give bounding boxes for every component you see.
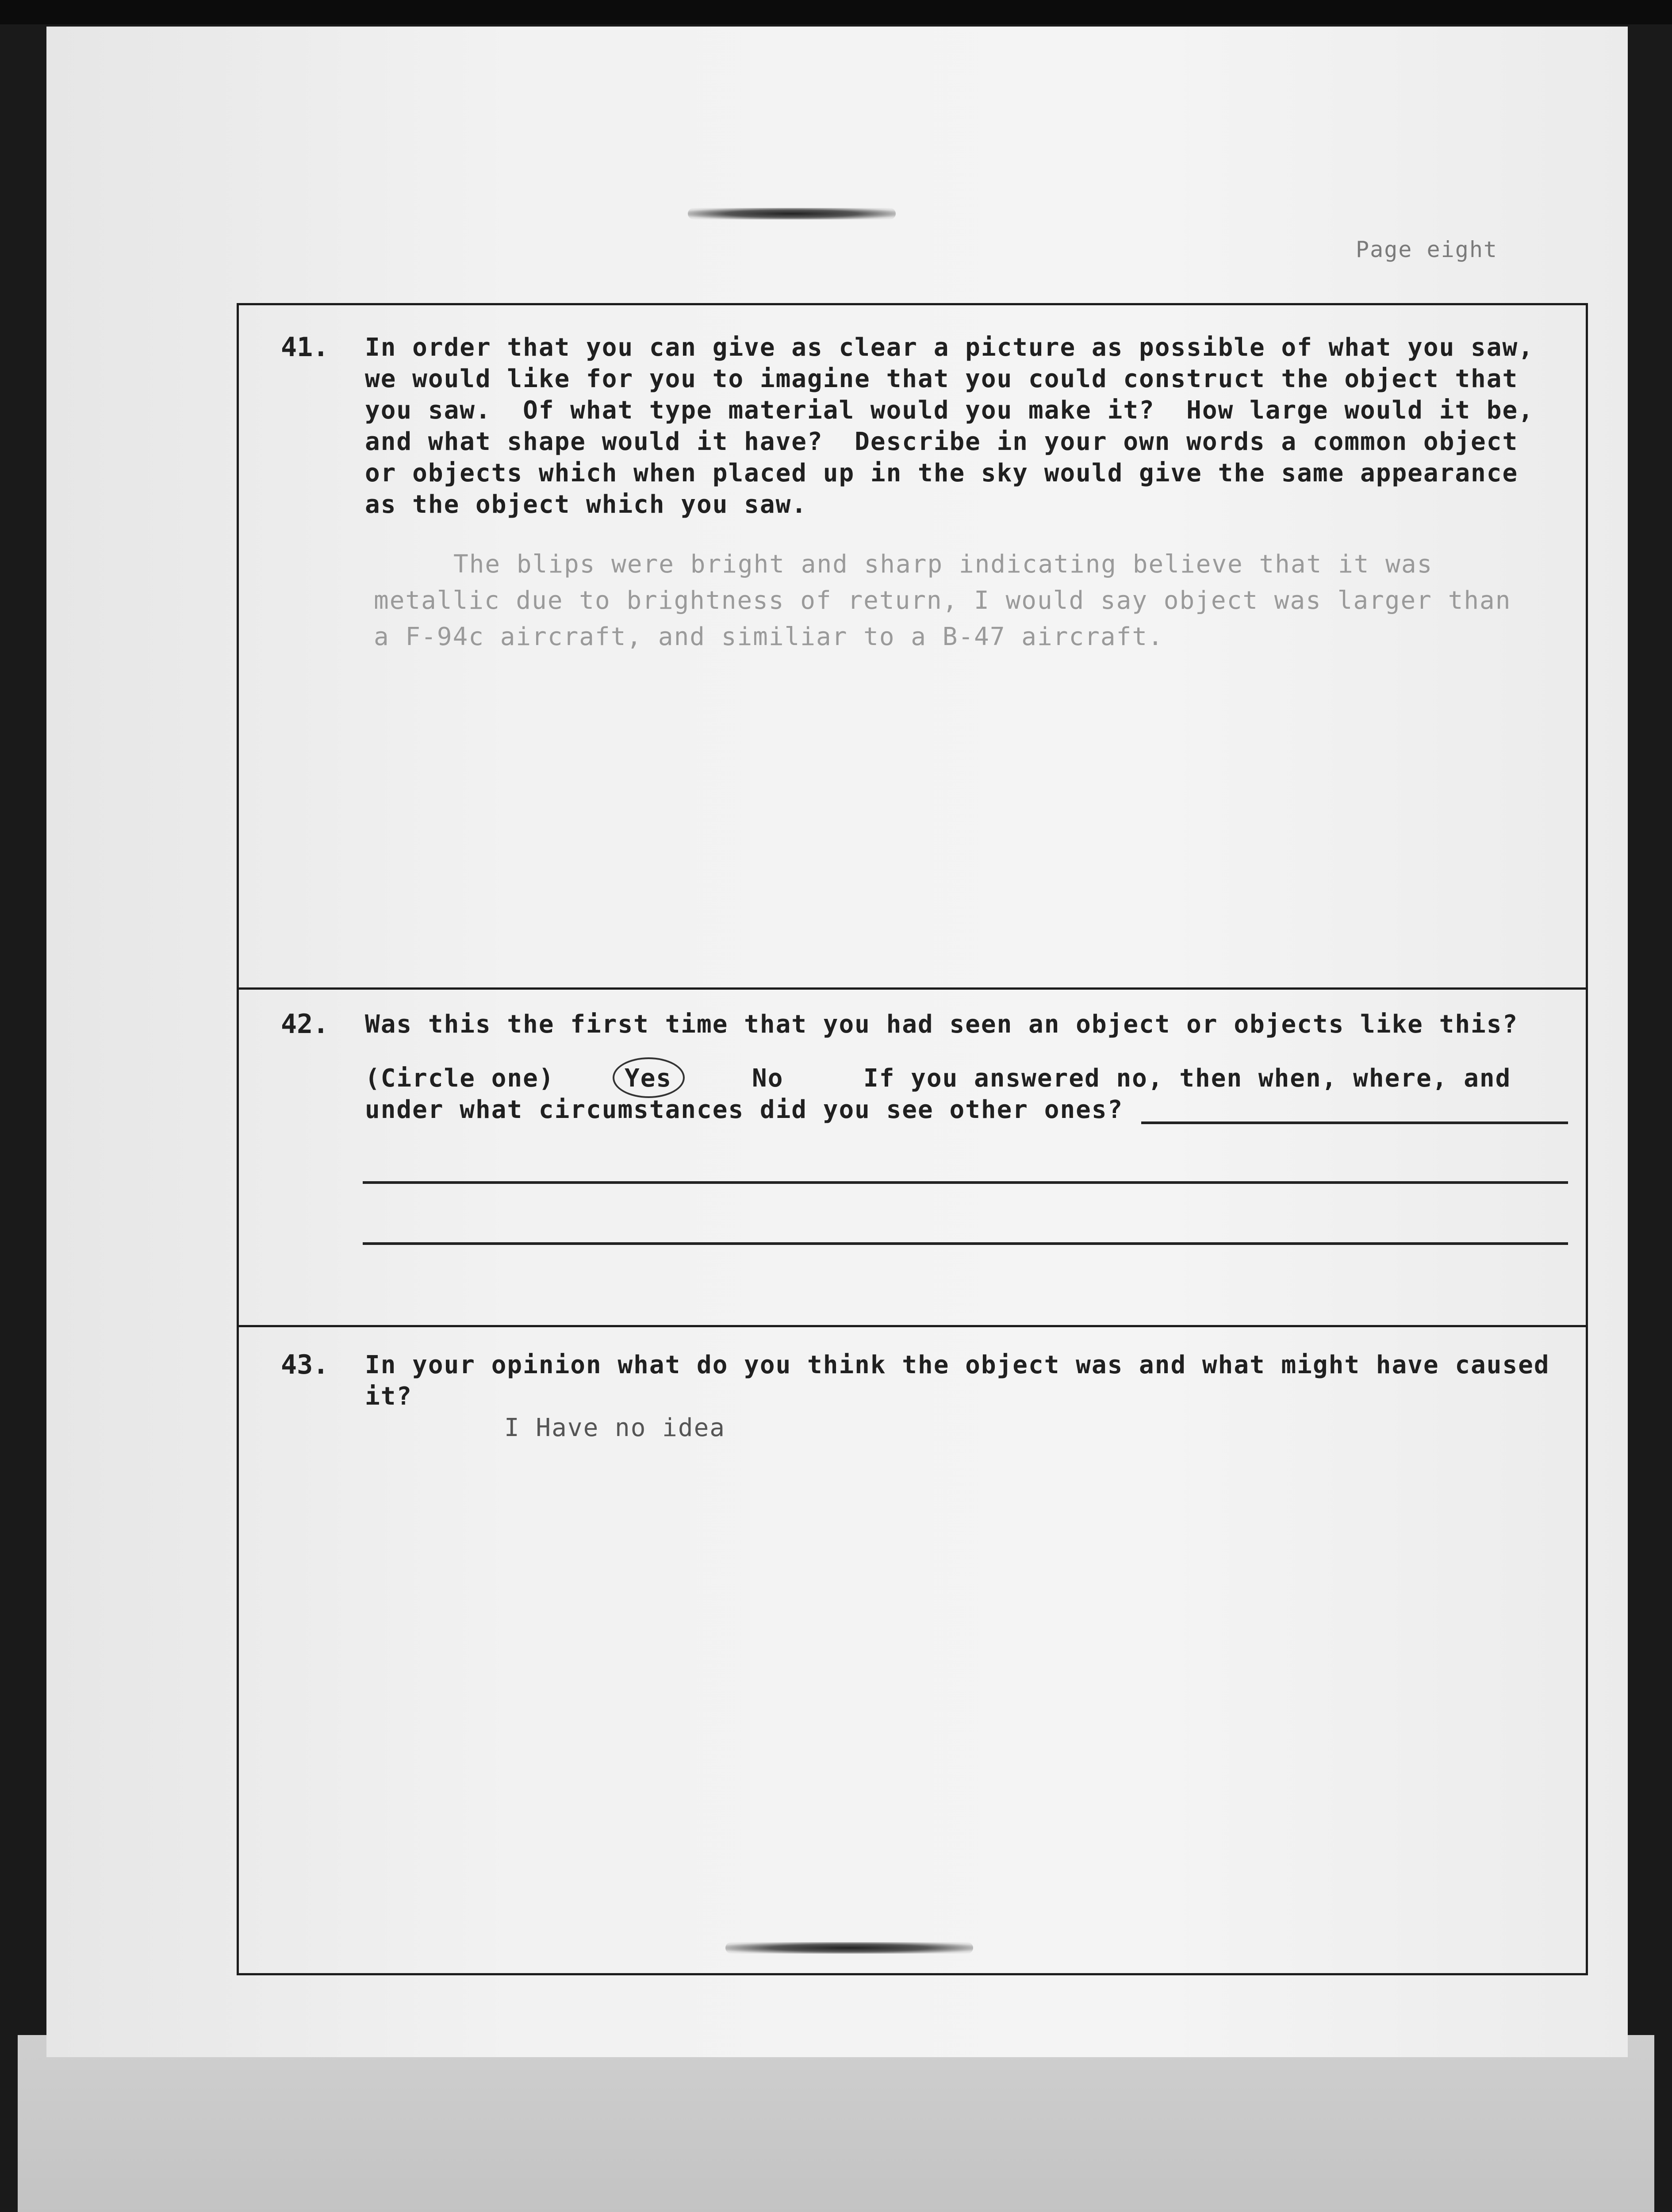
q43-number: 43. (281, 1349, 329, 1380)
q41-q42-divider (239, 987, 1586, 990)
document-page (46, 27, 1628, 2057)
q42-option-yes[interactable]: Yes (625, 1064, 672, 1093)
q41-line-4: and what shape would it have? Describe in your own words a common object (365, 427, 1519, 456)
page-number: Page eight (1356, 237, 1498, 262)
q42-option-no[interactable]: No (752, 1064, 784, 1093)
yes-selection-circle (613, 1057, 685, 1098)
q42-followup-1: If you answered no, then when, where, and (863, 1064, 1511, 1093)
q41-answer-line-1: The blips were bright and sharp indicating believe that it was (453, 550, 1433, 579)
q42-question: Was this the first time that you had seen an object or objects like this? (365, 1010, 1519, 1039)
bottom-redaction-mark (725, 1942, 973, 1954)
top-redaction-mark (688, 208, 896, 219)
questionnaire-frame (237, 303, 1588, 1975)
scan-top-edge (0, 0, 1672, 24)
q42-q43-divider (239, 1325, 1586, 1327)
q42-answer-line-3[interactable] (363, 1242, 1568, 1245)
q42-circle-prompt: (Circle one) (365, 1064, 555, 1093)
q41-number: 41. (281, 332, 329, 363)
q42-followup-2: under what circumstances did you see other ones? (365, 1095, 1124, 1124)
q41-line-5: or objects which when placed up in the sky would give the same appearance (365, 459, 1519, 488)
q42-answer-line-2[interactable] (363, 1181, 1568, 1184)
q41-answer-line-2: metallic due to brightness of return, I would say object was larger than (374, 586, 1511, 615)
q41-line-2: we would like for you to imagine that you could construct the object that (365, 365, 1519, 393)
q41-answer-line-3: a F-94c aircraft, and similiar to a B-47 aircraft. (374, 622, 1164, 651)
q41-line-1: In order that you can give as clear a picture as possible of what you saw, (365, 333, 1534, 362)
q41-line-3: you saw. Of what type material would you make it? How large would it be, (365, 396, 1534, 425)
q43-line-1: In your opinion what do you think the object was and what might have caused (365, 1351, 1550, 1379)
q41-line-6: as the object which you saw. (365, 490, 808, 519)
q42-answer-line-1[interactable] (1141, 1121, 1568, 1124)
q43-line-2: it? (365, 1382, 413, 1411)
q42-number: 42. (281, 1009, 329, 1040)
q43-answer: I Have no idea (504, 1413, 726, 1442)
scan-background (18, 2035, 1654, 2212)
